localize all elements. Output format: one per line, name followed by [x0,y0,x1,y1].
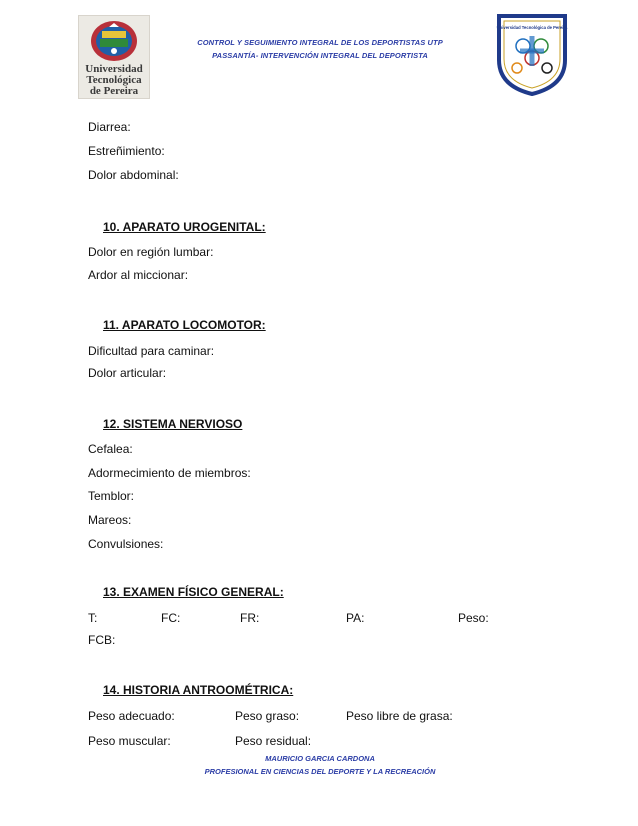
field-label: Adormecimiento de miembros: [88,466,251,480]
university-logo [78,15,150,99]
logo-text-line: Tecnológica [86,74,142,86]
footer-name: MAURICIO GARCIA CARDONA [265,754,375,763]
section-title-locomotor: 11. APARATO LOCOMOTOR: [103,318,266,332]
section-title-urogenital: 10. APARATO UROGENITAL: [103,220,266,234]
section-title-examen-fisico: 13. EXAMEN FÍSICO GENERAL: [103,585,284,599]
field-label: Diarrea: [88,120,131,134]
field-label: Peso residual: [235,734,312,748]
footer-profession: PROFESIONAL EN CIENCIAS DEL DEPORTE Y LA RECREACIÓN [204,767,436,776]
field-label: Peso muscular: [88,734,171,748]
university-crest-icon [89,19,139,63]
field-label: Convulsiones: [88,537,164,551]
field-label: Ardor al miccionar: [88,268,189,282]
field-label: Dolor abdominal: [88,168,179,182]
field-label: Dolor articular: [88,366,167,380]
field-label-pa: PA: [346,611,365,625]
field-label-fcb: FCB: [88,633,116,647]
field-label: Estreñimiento: [88,144,165,158]
field-label-t: T: [88,611,98,625]
field-label: Peso adecuado: [88,709,175,723]
field-label-peso: Peso: [458,611,489,625]
field-label: Dificultad para caminar: [88,344,215,358]
field-label: Cefalea: [88,442,133,456]
field-label: Peso graso: [235,709,300,723]
field-label: Dolor en región lumbar: [88,245,214,259]
section-title-nervioso: 12. SISTEMA NERVIOSO [103,417,243,431]
field-label: Peso libre de grasa: [346,709,453,723]
field-label-fc: FC: [161,611,181,625]
header-title: CONTROL Y SEGUIMIENTO INTEGRAL DE LOS DEPORTISTAS UTP [197,38,443,47]
field-label-fr: FR: [240,611,260,625]
logo-text-line: Universidad [85,63,143,75]
header-subtitle: PASSANTÍA- INTERVENCIÓN INTEGRAL DEL DEPORTISTA [212,51,428,60]
field-label: Mareos: [88,513,132,527]
field-label: Temblor: [88,489,135,503]
logo-right-label: Universidad Tecnológica de Pereira [496,25,568,30]
section-title-antropometrica: 14. HISTORIA ANTROOMÉTRICA: [103,683,294,697]
logo-text-line: de Pereira [89,85,139,97]
sports-shield-logo-icon [495,10,569,96]
